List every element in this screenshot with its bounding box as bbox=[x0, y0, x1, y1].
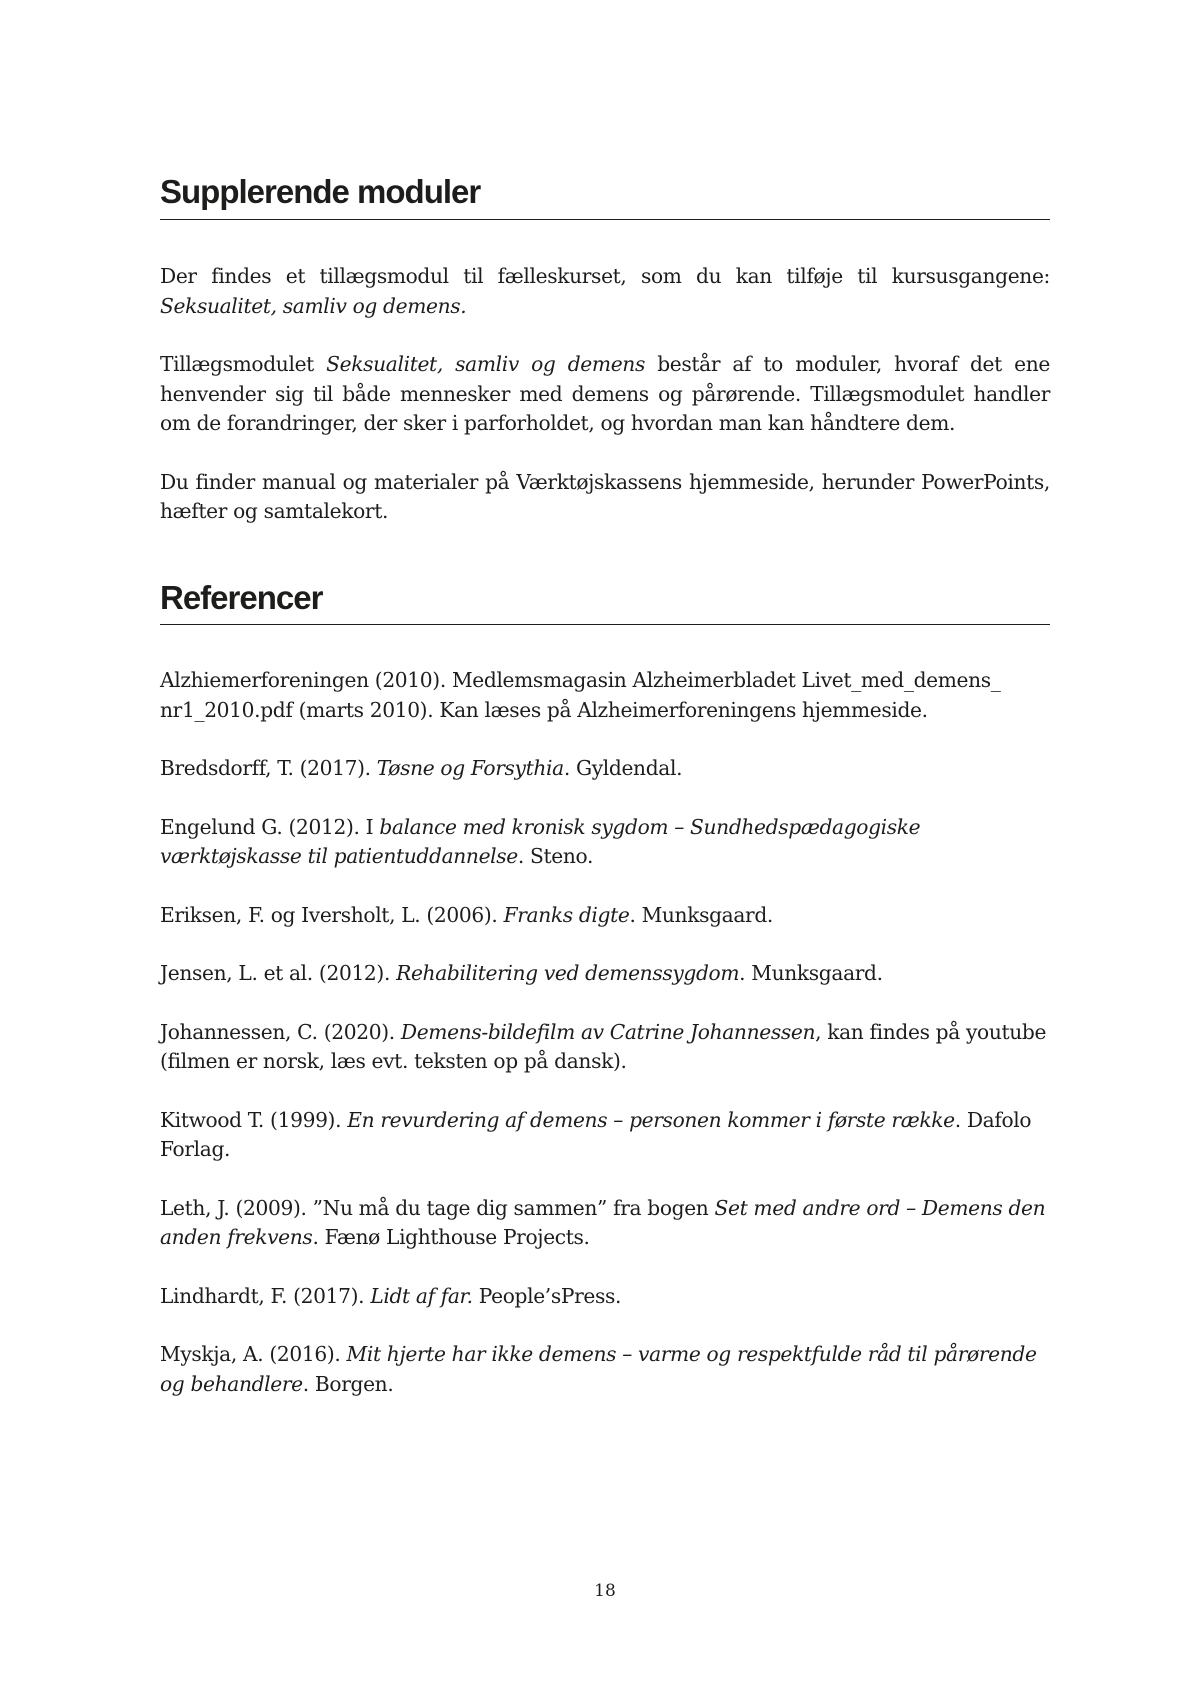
paragraph bbox=[160, 262, 1050, 321]
section-heading-supplement: Supplerende moduler bbox=[160, 173, 481, 210]
reference-text: Engelund G. (2012). I bbox=[160, 814, 380, 839]
reference-item bbox=[160, 1018, 1050, 1077]
reference-text: , kan findes på youtube (filmen er norsk, læs evt. teksten op på dansk). bbox=[160, 1019, 1047, 1073]
reference-text: People’sPress. bbox=[472, 1283, 622, 1308]
reference-text: . Steno. bbox=[517, 844, 594, 868]
reference-text: Lindhardt, F. (2017). bbox=[160, 1283, 371, 1308]
reference-title: balance med kronisk sygdom – Sundhedspædagogiske værktøjskasse til patientuddannelse bbox=[160, 814, 921, 868]
reference-title: Lidt af far. bbox=[370, 1283, 473, 1308]
reference-title: Rehabilitering ved demenssygdom bbox=[396, 961, 740, 985]
reference-text: Leth, J. (2009). ”Nu må du tage dig sammen” fra bogen bbox=[160, 1195, 715, 1220]
reference-title: Tøsne og Forsythia bbox=[376, 756, 564, 780]
section-heading-references: Referencer bbox=[160, 579, 323, 616]
reference-item bbox=[160, 1106, 1050, 1165]
reference-title: Set med andre ord – Demens den anden frekvens bbox=[160, 1195, 1046, 1249]
reference-text: Johannessen, C. (2020). bbox=[160, 1019, 401, 1044]
reference-text: Kitwood T. (1999). bbox=[160, 1107, 348, 1132]
text-span: består af to moduler, hvoraf det ene henvender sig til både mennesker med demens og pårørende. Tillægsmodulet handler om de forandringer, der sker i parforholdet, og hvordan man kan håndtere dem. bbox=[160, 352, 1050, 435]
reference-text: . Munksgaard. bbox=[739, 961, 883, 985]
paragraph bbox=[160, 350, 1050, 439]
reference-title: Franks digte bbox=[503, 902, 630, 927]
reference-item bbox=[160, 666, 1050, 725]
reference-item bbox=[160, 1340, 1050, 1399]
reference-title: Demens-bildefilm av Catrine Johannessen bbox=[400, 1019, 816, 1044]
italic-title: Seksualitet, samliv og demens. bbox=[160, 293, 467, 318]
reference-text: Alzhiemerforeningen (2010). Medlemsmagasin Alzheimerbladet Livet_med_demens_ nr1_2010.pdf (marts 2010). Kan læses på Alzheimerforeningens hjemmeside. bbox=[160, 668, 1001, 722]
reference-item bbox=[160, 959, 1050, 989]
reference-text: Eriksen, F. og Iversholt, L. (2006). bbox=[160, 902, 504, 927]
reference-list bbox=[160, 666, 1050, 1428]
italic-title: Seksualitet, samliv og demens bbox=[326, 352, 645, 376]
text-span: Du finder manual og materialer på Værktøjskassens hjemmeside, herunder PowerPoints, hæfter og samtalekort. bbox=[160, 469, 1050, 523]
reference-text: . Fænø Lighthouse Projects. bbox=[312, 1225, 590, 1249]
reference-item bbox=[160, 754, 1050, 784]
page-number: 18 bbox=[594, 1581, 616, 1601]
reference-title: En revurdering af demens – personen kommer i første række bbox=[347, 1107, 955, 1132]
reference-text: . Gyldendal. bbox=[563, 756, 683, 780]
reference-text: Bredsdorff, T. (2017). bbox=[160, 756, 377, 780]
supplement-body bbox=[160, 262, 1050, 556]
reference-item bbox=[160, 813, 1050, 872]
document-page bbox=[160, 0, 1050, 1698]
heading-rule bbox=[160, 624, 1050, 625]
reference-text: Myskja, A. (2016). bbox=[160, 1342, 347, 1366]
reference-title: Mit hjerte har ikke demens – varme og respektfulde råd til pårørende og behandlere bbox=[160, 1342, 1037, 1396]
reference-text: Jensen, L. et al. (2012). bbox=[160, 961, 397, 985]
reference-text: . Munksgaard. bbox=[629, 902, 773, 927]
text-span: Der findes et tillægsmodul til fælleskurset, som du kan tilføje til kursusgangene: bbox=[160, 264, 1050, 288]
reference-item bbox=[160, 1282, 1050, 1312]
reference-item bbox=[160, 901, 1050, 931]
text-span: Tillægsmodulet bbox=[160, 352, 327, 376]
paragraph bbox=[160, 468, 1050, 527]
reference-item bbox=[160, 1194, 1050, 1253]
heading-rule bbox=[160, 219, 1050, 220]
reference-text: . Borgen. bbox=[302, 1371, 394, 1396]
reference-text: . Dafolo Forlag. bbox=[160, 1107, 1032, 1161]
